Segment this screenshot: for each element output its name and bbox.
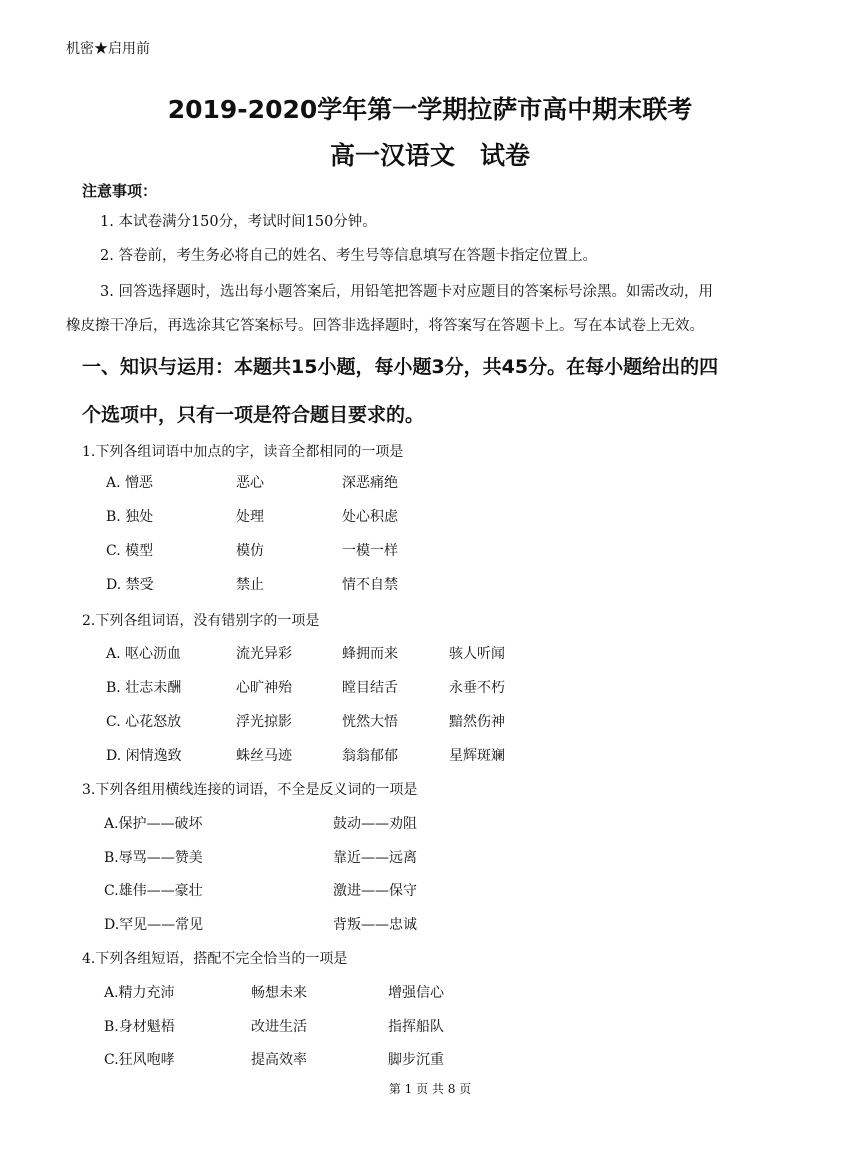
option-col2: 恶心 [236, 475, 264, 491]
option-col2: 激进——保守 [333, 883, 417, 899]
option-col3: 一模一样 [342, 543, 398, 559]
option-col1: D. 禁受 [106, 577, 154, 593]
option-col2: 模仿 [236, 543, 264, 559]
option-col3: 翁翁郁郁 [342, 748, 398, 764]
option-col2: 靠近——远离 [333, 850, 417, 866]
option-col1: B.身材魁梧 [104, 1019, 175, 1035]
option-col2: 提高效率 [251, 1052, 307, 1068]
option-col3: 处心积虑 [342, 509, 398, 525]
exam-title: 2019-2020学年第一学期拉萨市高中期末联考 [167, 95, 693, 124]
notice-heading: 注意事项： [82, 182, 158, 200]
option-col3: 增强信心 [388, 985, 444, 1001]
option-col1: B. 独处 [106, 509, 154, 525]
question-stem: 1.下列各组词语中加点的字，读音全都相同的一项是 [82, 444, 404, 460]
option-col1: C.狂风咆哮 [104, 1052, 175, 1068]
option-col3: 脚步沉重 [388, 1052, 444, 1068]
notice-item: 1. 本试卷满分150分，考试时间150分钟。 [100, 214, 377, 230]
option-col1: B.辱骂——赞美 [104, 850, 203, 866]
option-col1: A. 憎恶 [106, 475, 154, 491]
section-heading: 一、知识与运用：本题共15小题，每小题3分，共45分。在每小题给出的四 [82, 356, 719, 378]
option-col3: 瞠目结舌 [342, 680, 398, 696]
secret-label: 机密★启用前 [66, 41, 150, 57]
option-col2: 畅想未来 [251, 985, 307, 1001]
option-col1: C.雄伟——豪壮 [104, 883, 203, 899]
option-col3: 深恶痛绝 [342, 475, 398, 491]
option-col2: 流光异彩 [236, 646, 292, 662]
option-col1: A.精力充沛 [104, 985, 175, 1001]
option-col2: 浮光掠影 [236, 714, 292, 730]
notice-item: 3. 回答选择题时，选出每小题答案后，用铅笔把答题卡对应题目的答案标号涂黑。如需改动，用 [100, 284, 713, 300]
question-stem: 2.下列各组词语，没有错别字的一项是 [82, 613, 320, 629]
option-col2: 蛛丝马迹 [236, 748, 292, 764]
option-col2: 心旷神殆 [236, 680, 292, 696]
option-col3: 蜂拥而来 [342, 646, 398, 662]
option-col3: 情不自禁 [342, 577, 398, 593]
option-col4: 黯然伤神 [449, 714, 505, 730]
option-col2: 处理 [236, 509, 264, 525]
section-heading-cont: 个选项中，只有一项是符合题目要求的。 [82, 404, 425, 426]
option-col1: B. 壮志未酬 [106, 680, 182, 696]
option-col1: D. 闲情逸致 [106, 748, 182, 764]
option-col3: 指挥船队 [388, 1019, 444, 1035]
option-col1: C. 模型 [106, 543, 154, 559]
option-col1: A.保护——破坏 [104, 816, 203, 832]
question-stem: 4.下列各组短语，搭配不完全恰当的一项是 [82, 951, 348, 967]
notice-item: 2. 答卷前，考生务必将自己的姓名、考生号等信息填写在答题卡指定位置上。 [100, 248, 597, 264]
exam-subtitle: 高一汉语文 试卷 [329, 141, 530, 170]
option-col4: 骇人听闻 [449, 646, 505, 662]
option-col3: 恍然大悟 [342, 714, 398, 730]
notice-item: 橡皮擦干净后，再选涂其它答案标号。回答非选择题时，将答案写在答题卡上。写在本试卷上无效。 [66, 318, 704, 334]
option-col2: 改进生活 [251, 1019, 307, 1035]
option-col1: C. 心花怒放 [106, 714, 182, 730]
option-col2: 鼓动——劝阻 [333, 816, 417, 832]
option-col4: 星辉斑斓 [449, 748, 505, 764]
page-footer: 第 1 页 共 8 页 [388, 1082, 472, 1096]
question-stem: 3.下列各组用横线连接的词语，不全是反义词的一项是 [82, 782, 418, 798]
option-col4: 永垂不朽 [449, 680, 505, 696]
option-col1: A. 呕心沥血 [106, 646, 182, 662]
option-col1: D.罕见——常见 [104, 917, 204, 933]
option-col2: 背叛——忠诚 [333, 917, 417, 933]
option-col2: 禁止 [236, 577, 264, 593]
